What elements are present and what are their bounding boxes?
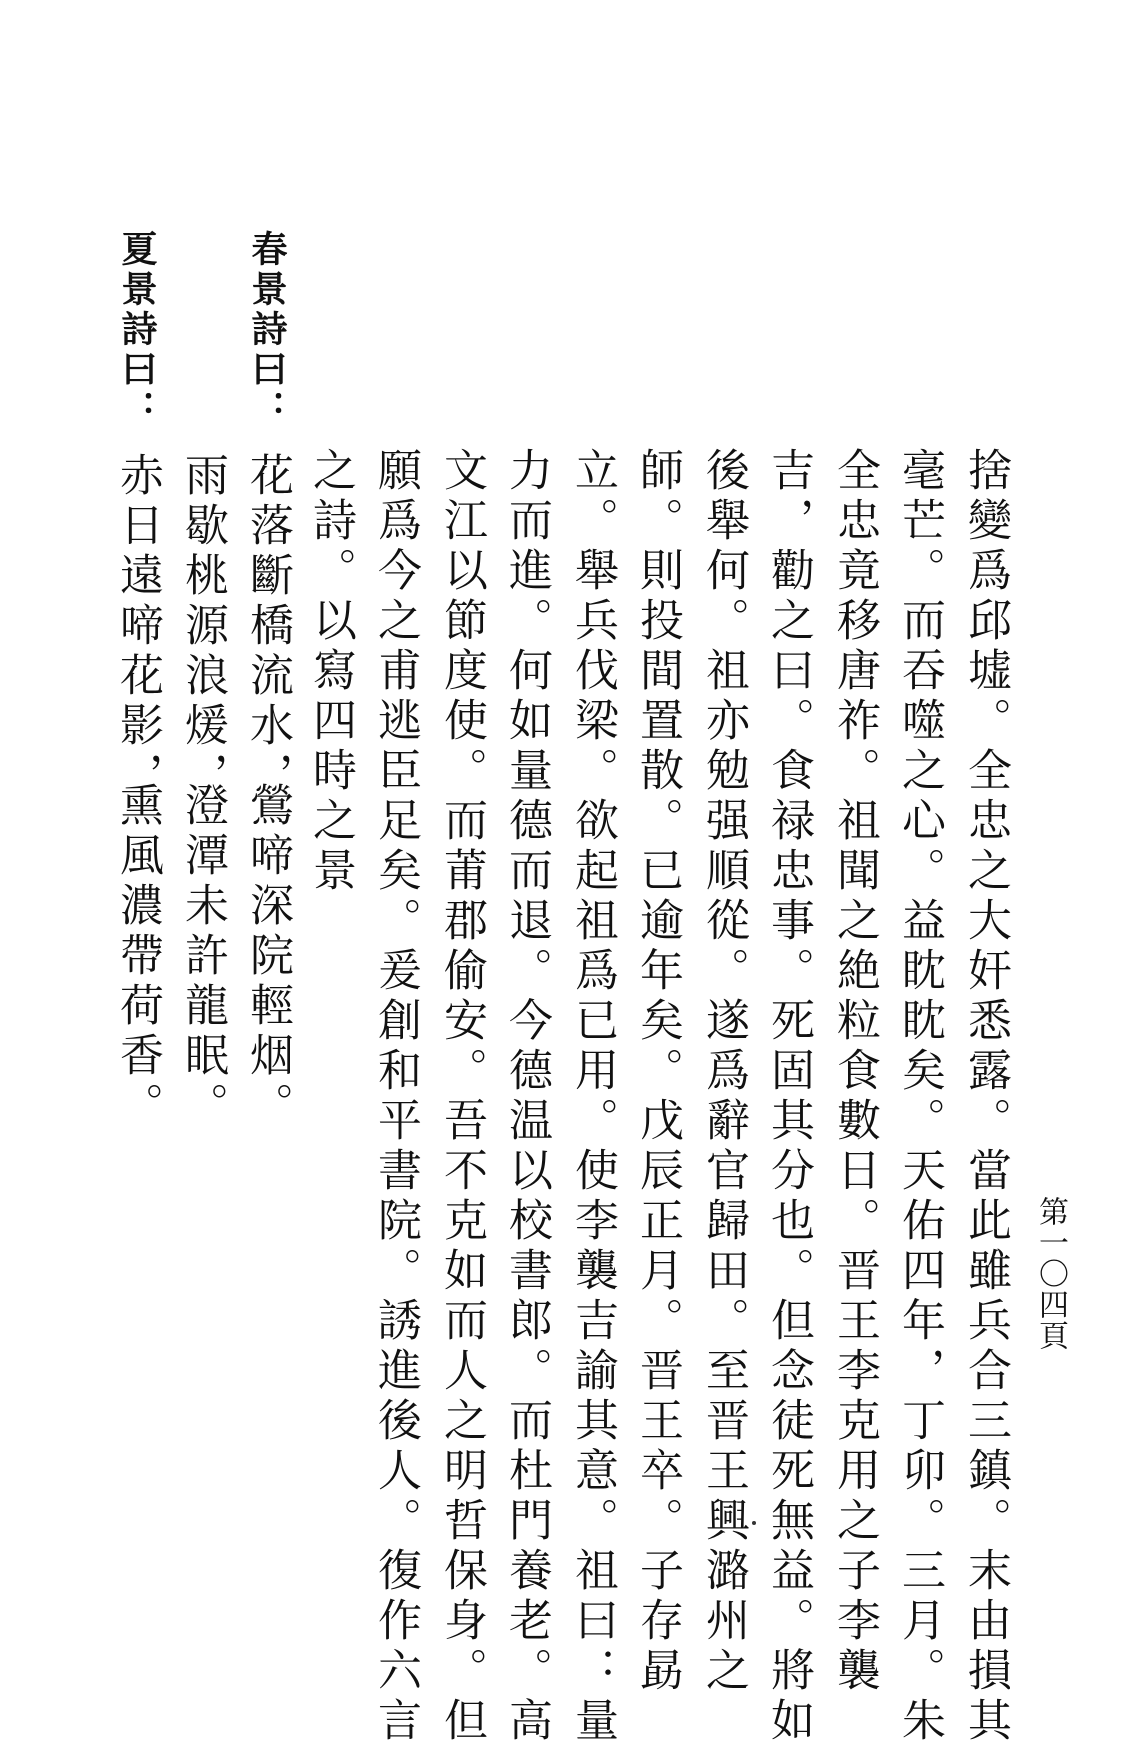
text-column-10: 願爲今之甫逃臣足矣。爰創和平書院。誘進後人。復作六言 [370,447,421,1747]
summer-poem-line-1: 雨歇桃源浪煖， [177,452,228,802]
text-column-7: 立。舉兵伐梁。欲起祖爲已用。使李襲吉諭其意。祖曰：量 [567,447,618,1747]
text-column-3: 全忠竟移唐祚。祖聞之絶粒食數日。晋王李克用之子李襲 [829,447,880,1697]
text-column-1: 捨變爲邱墟。全忠之大奸悉露。當此雖兵合三鎮。末由損其 [960,447,1011,1747]
summer-poem-line-3: 赤日遠啼花影， [112,452,163,802]
text-column-9: 文江以節度使。而莆郡偷安。吾不克如而人之明哲保身。但 [436,447,487,1747]
spring-poem-line-1: 花落斷橋流水， [242,452,293,802]
text-column-8: 力而進。何如量德而退。今德温以校書郎。而杜門養老。高 [501,447,552,1747]
text-column-2: 毫芒。而吞噬之心。益眈眈矣。天佑四年，丁卯。三月。朱 [894,447,945,1747]
spring-poem-heading: 春景詩曰： [246,230,288,430]
summer-poem-heading: 夏景詩曰： [116,230,158,430]
scan-speck [752,1521,756,1525]
spring-poem-line-2: 鶯啼深院輕烟。 [242,782,293,1132]
text-column-11: 之詩。以寫四時之景 [305,447,356,897]
text-column-4: 吉，勸之曰。食禄忠事。死固其分也。但念徒死無益。將如 [763,447,814,1747]
page-number: 第一〇四頁 [1033,1196,1068,1351]
text-column-6: 師。則投間置散。已逾年矣。戊辰正月。晋王卒。子存勗 [632,447,683,1697]
text-column-5: 後舉何。祖亦勉强順從。遂爲辭官歸田。至晋王興潞州之 [698,447,749,1697]
summer-poem-line-2: 澄潭未許龍眠。 [177,782,228,1132]
summer-poem-line-4: 熏風濃帶荷香。 [112,782,163,1132]
